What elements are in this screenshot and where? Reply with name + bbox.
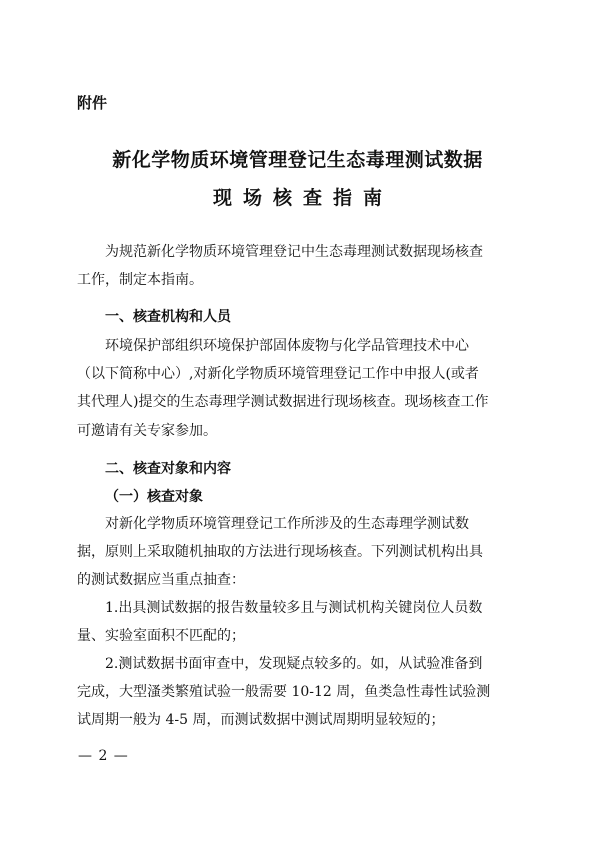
paragraph-line: 工作，制定本指南。 <box>77 272 203 289</box>
document-title-line2: 现场核查指南 <box>212 187 393 209</box>
paragraph-line: 据，原则上采取随机抽取的方法进行现场核查。下列测试机构出具 <box>77 544 483 561</box>
paragraph-line: 对新化学物质环境管理登记工作所涉及的生态毒理学测试数 <box>105 516 469 532</box>
paragraph-line: 可邀请有关专家参加。 <box>77 422 217 439</box>
list-item-1 <box>77 594 517 650</box>
attachment-label: 附件 <box>77 94 108 112</box>
paragraph-line: 量、实验室面积不匹配的； <box>77 628 245 645</box>
paragraph-line: 为规范新化学物质环境管理登记中生态毒理测试数据现场核查 <box>105 244 483 260</box>
page-number: — 2 — <box>78 748 129 764</box>
paragraph-line: 2.测试数据书面审查中，发现疑点较多的。如，从试验准备到 <box>105 656 483 672</box>
document-title-line1: 新化学物质环境管理登记生态毒理测试数据 <box>112 149 483 171</box>
section-heading-1: 一、核查机构和人员 <box>105 309 231 325</box>
list-item-2 <box>77 650 517 735</box>
intro-paragraph <box>77 238 517 294</box>
subsection-heading-1: （一）核查对象 <box>105 489 203 505</box>
paragraph-line: （以下简称中心）,对新化学物质环境管理登记工作中申报人(或者 <box>77 366 479 383</box>
paragraph-line: 试周期一般为 4-5 周，而测试数据中测试周期明显较短的； <box>77 712 445 729</box>
section-heading-2: 二、核查对象和内容 <box>105 461 231 477</box>
section2-paragraph <box>77 510 517 595</box>
section1-paragraph <box>77 332 517 445</box>
paragraph-line: 1.出具测试数据的报告数量较多且与测试机构关键岗位人员数 <box>105 600 483 616</box>
paragraph-line: 的测试数据应当重点抽查： <box>77 572 245 589</box>
paragraph-line: 环境保护部组织环境保护部固体废物与化学品管理技术中心 <box>105 338 469 354</box>
paragraph-line: 其代理人)提交的生态毒理学测试数据进行现场核查。现场核查工作 <box>77 394 489 411</box>
paragraph-line: 完成，大型溞类繁殖试验一般需要 10-12 周，鱼类急性毒性试验测 <box>77 684 491 701</box>
